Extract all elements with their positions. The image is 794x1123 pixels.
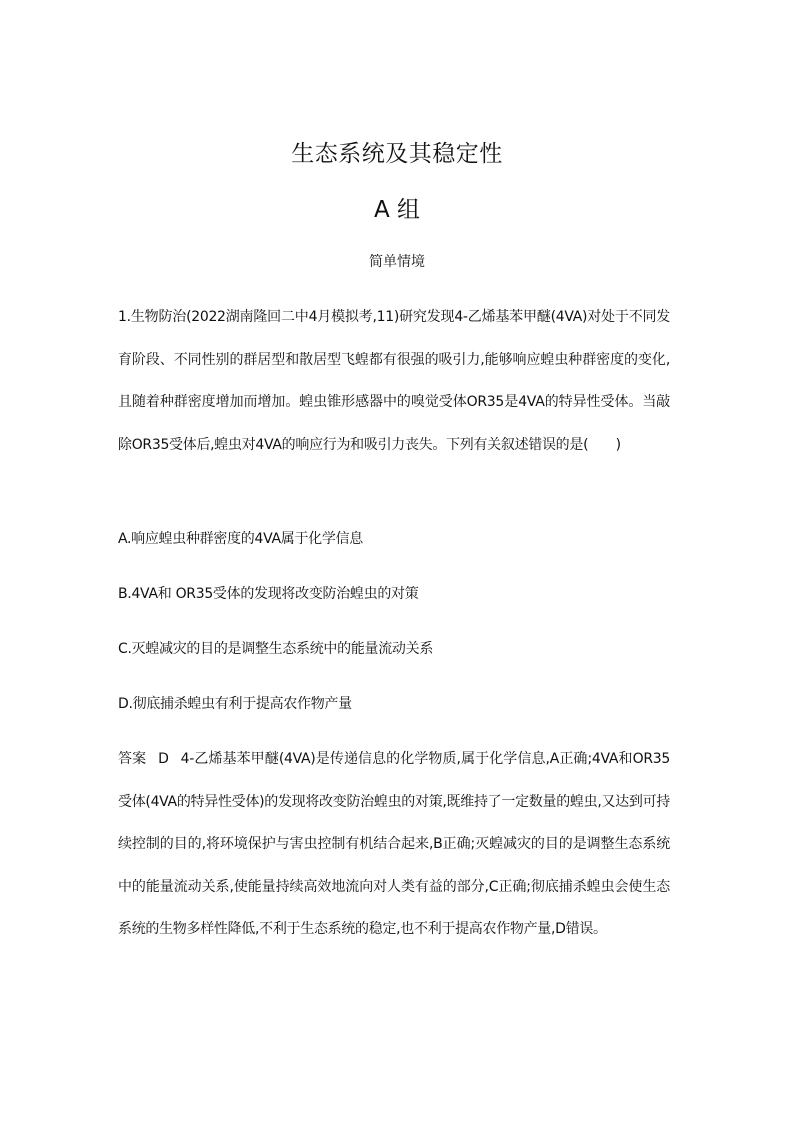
answer-label: 答案 [118, 751, 147, 767]
option-d: D.彻底捕杀蝗虫有利于提高农作物产量 [118, 696, 352, 712]
answer-block [118, 738, 670, 951]
option-a: A.响应蝗虫种群密度的4VA属于化学信息 [118, 531, 363, 547]
group-heading: A 组 [373, 197, 421, 223]
answer-choice: D [158, 751, 169, 767]
option-c: C.灭蝗减灾的目的是调整生态系统中的能量流动关系 [118, 641, 434, 657]
section-heading: 简单情境 [369, 254, 425, 270]
answer-explanation: 4-乙烯基苯甲醚(4VA)是传递信息的化学物质,属于化学信息,A正确;4VA和OR35受体(4VA的特异性受体)的发现将改变防治蝗虫的对策,既维持了一定数量的蝗虫,又达到可持续控制的目的,将环境保护与害虫控制有机结合起来,B正确;灭蝗减灾的目的是调整生态系统中的能量流动关系,使能量持续高效地流向对人类有益的部分,C正确;彻底捕杀蝗虫会使生态系统的生物多样性降低,不利于生态系统的稳定,也不利于提高农作物产量,D错误。 [118, 751, 670, 937]
question-stem: 1.生物防治(2022湖南隆回二中4月模拟考,11)研究发现4-乙烯基苯甲醚(4VA)对处于不同发育阶段、不同性别的群居型和散居型飞蝗都有很强的吸引力,能够响应蝗虫种群密度的变化,且随着种群密度增加而增加。蝗虫锥形感器中的嗅觉受体OR35是4VA的特异性受体。当敲除OR35受体后,蝗虫对4VA的响应行为和吸引力丧失。下列有关叙述错误的是( ) [118, 309, 670, 453]
option-b: B.4VA和 OR35受体的发现将改变防治蝗虫的对策 [118, 586, 419, 602]
document-title: 生态系统及其稳定性 [291, 141, 503, 167]
